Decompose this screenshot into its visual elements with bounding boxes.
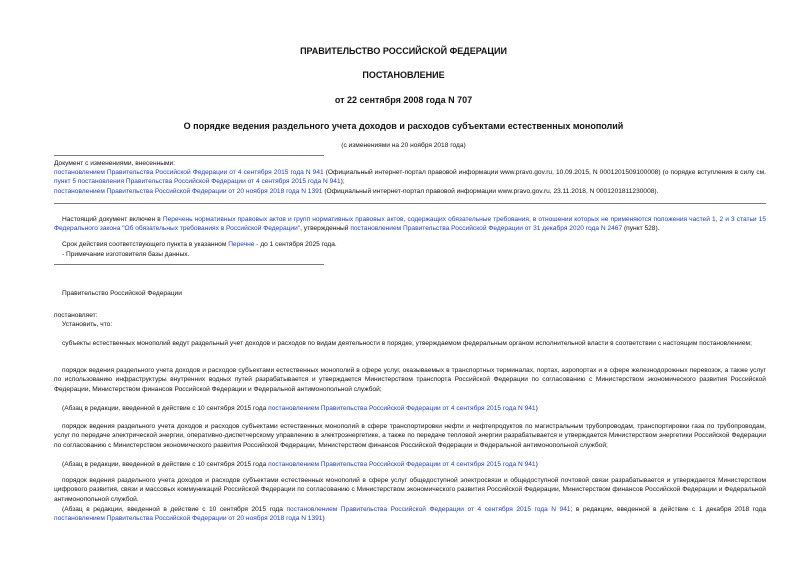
item-2: порядок ведения раздельного учета доходов и расходов субъектами естественных монополий в сфере услуг, оказываемых в транспортных терминалах, портах, аэропортах и в сфере железнодорожных перевозок, а также услуг по использованию инфраструктуры внутренних водных путей разрабатывается и утверждается Министерством транспорта Российской Федерации по согласованию с Министерством экономического развития Российской Федерации, Министерством финансов Российской Федерации и Федеральной антимонопольной службой;	[54, 367, 766, 393]
item-3: порядок ведения раздельного учета доходов и расходов субъектами естественных монополий в сфере транспортировки нефти и нефтепродуктов по магистральным трубопроводам, транспортировки газа по трубопроводам, услуг по передаче электрической энергии, оперативно-диспетчерскому управлению в электроэнергетике, а также по передаче тепловой энергии разрабатывается и утверждается Министерством энергетики Российской Федерации по согласованию с Министерством экономического развития Российской Федерации, Министерством финансов Российской Федерации и Федеральной антимонопольной службой;	[54, 423, 766, 449]
document-title: О порядке ведения раздельного учета доходов и расходов субъектами естественных монополий	[183, 121, 624, 131]
reference-link[interactable]: постановлением Правительства Российской Федерации от 20 ноября 2018 года N 1391	[54, 188, 323, 195]
item-3-amendment-note: (Абзац в редакции, введенной в действие с 10 сентября 2015 года постановлением Правительства Российской Федерации от 4 сентября 2015 года N 941)	[62, 461, 538, 468]
changes-intro: Документ с изменениями, внесенными:	[54, 160, 176, 167]
divider	[54, 155, 324, 156]
reference-link[interactable]: Перечне	[228, 241, 255, 248]
establish-label: Установить, что:	[62, 321, 113, 328]
decides-label: постановляет:	[54, 312, 98, 319]
change-reference-1: постановлением Правительства Российской Федерации от 4 сентября 2015 года N 941 (Официальный интернет-портал правовой информации www.pravo.gov.ru, 10.09.2015, N 0001201509100008) (о порядке вступления в силу см. пункт 5 постановления Правительства Российской Федерации от 4 сентября 2015 года N 941);	[54, 169, 766, 186]
revision-note: (с изменениями на 20 ноября 2018 года)	[341, 142, 466, 149]
note-paragraph-1: Настоящий документ включен в Перечень нормативных правовых актов и групп нормативных правовых актов, содержащих обязательные требования, в отношении которых не применяются положения частей 1, 2 и 3 статьи 15 Федерального закона "Об обязательных требованиях в Российской Федерации", утвержденный постановлением Правительства Российской Федерации от 31 декабря 2020 года N 2467 (пункт 528).	[54, 216, 766, 233]
item-2-amendment-note: (Абзац в редакции, введенной в действие с 10 сентября 2015 года постановлением Правительства Российской Федерации от 4 сентября 2015 года N 941)	[62, 405, 538, 412]
divider	[54, 264, 324, 265]
reference-link[interactable]: постановлением Правительства Российской Федерации от 4 сентября 2015 года N 941	[268, 461, 536, 468]
item-4: порядок ведения раздельного учета доходов и расходов субъектами естественных монополий в сфере услуг общедоступной электросвязи и общедоступной почтовой связи разрабатывается и утверждается Министерством цифрового развития, связи и массовых коммуникаций Российской Федерации по согласованию с Министерством экономического развития Российской Федерации, Министерством финансов Российской Федерации и Федеральной антимонопольной службой.	[54, 477, 766, 503]
document-type: ПОСТАНОВЛЕНИЕ	[362, 70, 445, 80]
reference-link[interactable]: постановлением Правительства Российской Федерации от 4 сентября 2015 года N 941	[54, 169, 324, 176]
reference-link[interactable]: пункт 5 постановления Правительства Российской Федерации от 4 сентября 2015 года N 941	[54, 178, 341, 186]
item-1: субъекты естественных монополий ведут раздельный учет доходов и расходов по видам деятельности в порядке, утверждаемом федеральным органом исполнительной власти в соответствии с настоящим постановлением;	[62, 340, 752, 347]
government-name: ПРАВИТЕЛЬСТВО РОССИЙСКОЙ ФЕДЕРАЦИИ	[300, 46, 507, 56]
document-date-number: от 22 сентября 2008 года N 707	[334, 95, 473, 105]
divider	[54, 203, 766, 204]
note-paragraph-3: - Примечание изготовителя базы данных.	[62, 251, 190, 258]
reference-link[interactable]: постановлением Правительства Российской Федерации от 31 декабря 2020 года N 2467	[350, 225, 623, 233]
reference-link[interactable]: постановлением Правительства Российской Федерации от 20 ноября 2018 года N 1391	[54, 515, 323, 523]
reference-link[interactable]: Перечень нормативных правовых актов и групп нормативных правовых актов, содержащих обязательные требования, в отношении которых не применяются положения частей 1, 2 и 3 статьи 15 Федерального закона "Об обязательных требованиях в Российской Федерации"	[54, 216, 766, 233]
reference-link[interactable]: постановлением Правительства Российской Федерации от 4 сентября 2015 года N 941	[286, 506, 571, 513]
reference-link[interactable]: постановлением Правительства Российской Федерации от 4 сентября 2015 года N 941	[268, 405, 536, 412]
government-label: Правительство Российской Федерации	[62, 290, 182, 297]
item-4-amendment-note: (Абзац в редакции, введенной в действие с 10 сентября 2015 года постановлением Правительства Российской Федерации от 4 сентября 2015 года N 941; в редакции, введенной в действие с 1 декабря 2018 года постановлением Правительства Российской Федерации от 20 ноября 2018 года N 1391)	[54, 506, 766, 523]
change-reference-2: постановлением Правительства Российской Федерации от 20 ноября 2018 года N 1391 (Официальный интернет-портал правовой информации www.pravo.gov.ru, 23.11.2018, N 0001201811230008).	[54, 188, 659, 195]
note-paragraph-2: Срок действия соответствующего пункта в указанном Перечне - до 1 сентября 2025 года.	[62, 241, 337, 248]
